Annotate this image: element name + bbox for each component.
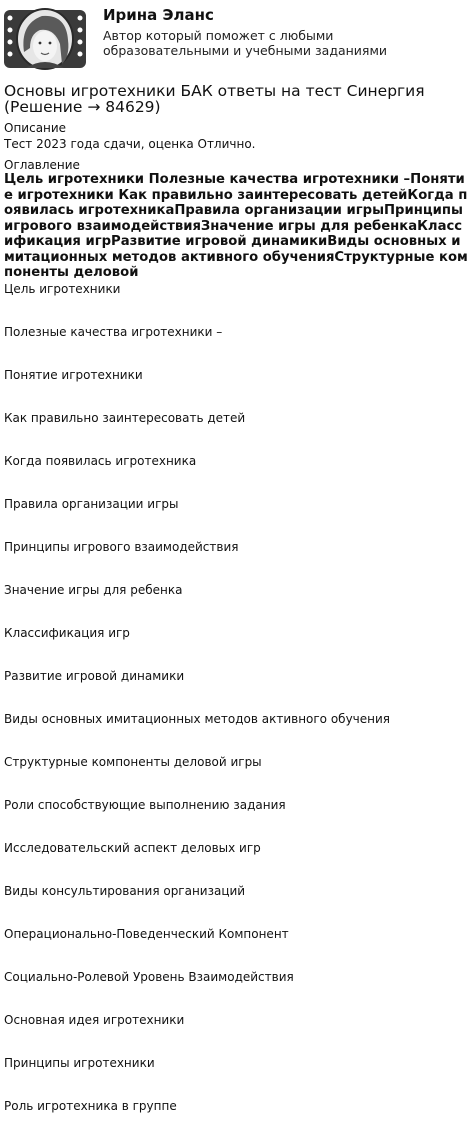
author-description: Автор который поможет с любыми образовательными и учебными заданиями [103, 28, 387, 58]
toc-label: Оглавление [4, 158, 80, 172]
section-heading: Виды консультирования организаций [4, 884, 246, 898]
description-label: Описание [4, 121, 67, 135]
author-header [0, 0, 474, 74]
section-heading: Роль игротехника в группе [4, 1099, 177, 1113]
toc-text: Цель игротехники Полезные качества игротехники –Понятие игротехники Как правильно заинтересовать детейКогда появилась игротехникаПравила организации игрыПринципы игрового взаимодействияЗначение игры для ребенкаКлассификация игрРазвитие игровой динамикиВиды основных имитационных методов активного обученияСтруктурные компоненты деловой [4, 172, 468, 280]
section-list [4, 281, 470, 1141]
section-heading: Правила организации игры [4, 497, 179, 511]
section-heading: Виды основных имитационных методов активного обучения [4, 712, 391, 726]
section-heading: Полезные качества игротехники – [4, 325, 223, 339]
section-heading: Роли способствующие выполнению задания [4, 798, 286, 812]
section-heading: Развитие игровой динамики [4, 669, 185, 683]
section-heading: Операционально-Поведенческий Компонент [4, 927, 289, 941]
portrait-photo-icon[interactable] [4, 4, 86, 74]
section-heading: Классификация игр [4, 626, 130, 640]
section-heading: Принципы игротехники [4, 1056, 155, 1070]
section-heading: Как правильно заинтересовать детей [4, 411, 246, 425]
section-heading: Исследовательский аспект деловых игр [4, 841, 261, 855]
page-title: Основы игротехники БАК ответы на тест Синергия (Решение → 84629) [4, 82, 425, 116]
section-heading: Значение игры для ребенка [4, 583, 183, 597]
section-heading: Принципы игрового взаимодействия [4, 540, 239, 554]
section-heading: Цель игротехники [4, 282, 121, 296]
section-heading: Социально-Ролевой Уровень Взаимодействия [4, 970, 294, 984]
section-heading: Основная идея игротехники [4, 1013, 185, 1027]
description-text: Тест 2023 года сдачи, оценка Отлично. [4, 137, 256, 151]
section-heading: Когда появилась игротехника [4, 454, 197, 468]
section-heading: Понятие игротехники [4, 368, 143, 382]
section-heading: Структурные компоненты деловой игры [4, 755, 262, 769]
author-name[interactable]: Ирина Эланс [103, 6, 214, 24]
